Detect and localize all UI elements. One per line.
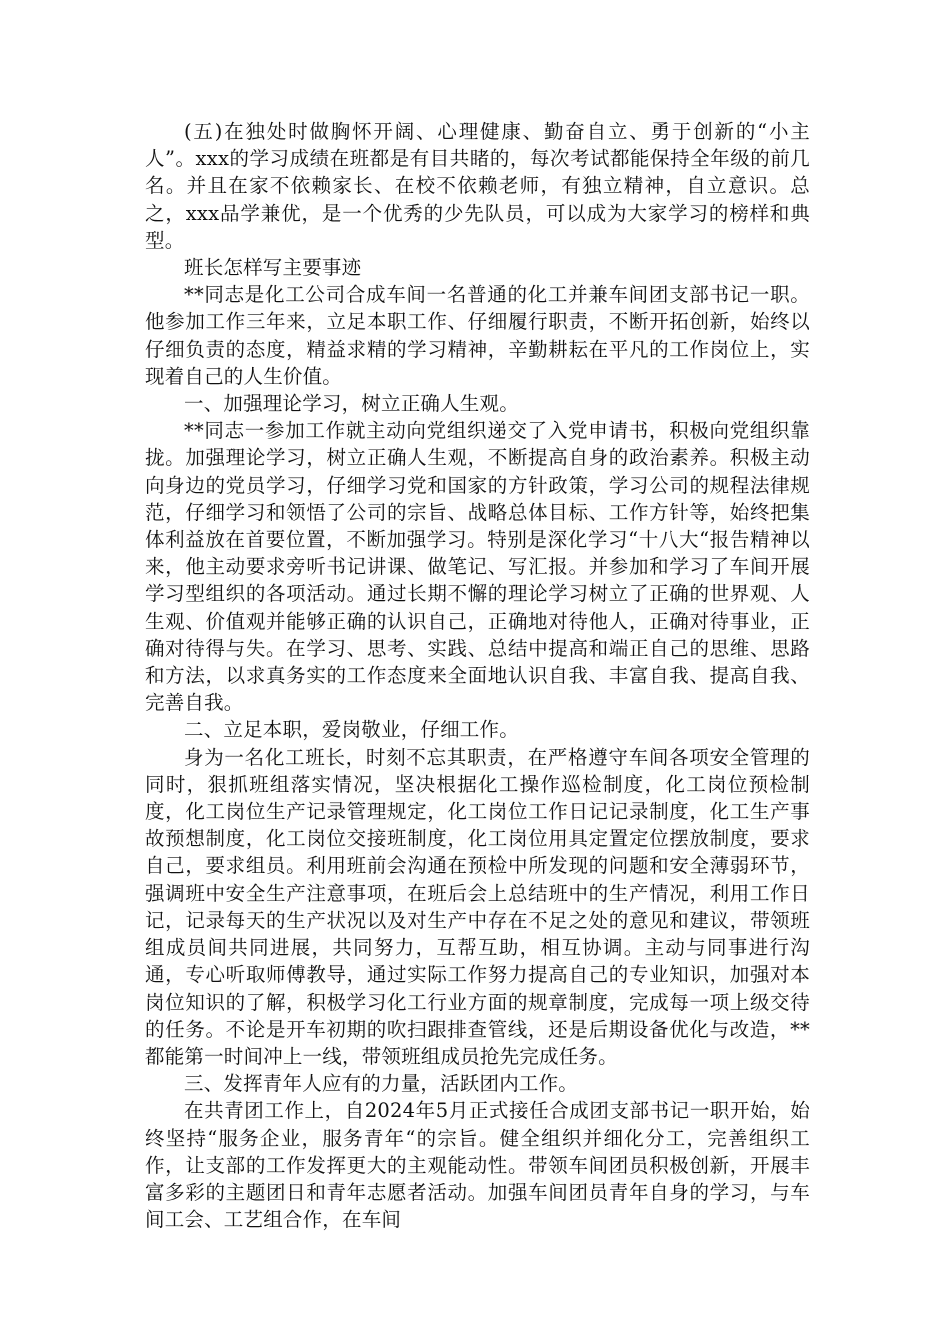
paragraph-youth-league-work: 在共青团工作上，自2024年5月正式接任合成团支部书记一职开始，始终坚持“服务企业，服务青年“的宗旨。健全组织并细化分工，完善组织工作，让支部的工作发挥更大的主观能动性。带领车间团员积极创新，开展丰富多彩的主题团日和青年志愿者活动。加强车间团员青年自身的学习，与车间工会、工艺组合作，在车间 (145, 1099, 810, 1232)
paragraph-role-model-summary: (五)在独处时做胸怀开阔、心理健康、勤奋自立、勇于创新的“小主人”。xxx的学习成绩在班都是有目共睹的，每次考试都能保持全年级的前几名。并且在家不依赖家长、在校不依赖老师，有独立精神，自立意识。总之，xxx品学兼优，是一个优秀的少先队员，可以成为大家学习的榜样和典型。 (145, 120, 810, 252)
document-page (145, 118, 810, 1233)
paragraph-theory-study: **同志一参加工作就主动向党组织递交了入党申请书，积极向党组织靠拢。加强理论学习，树立正确人生观，不断提高自身的政治素养。积极主动向身边的党员学习，仔细学习党和国家的方针政策，学习公司的规程法律规范，仔细学习和领悟了公司的宗旨、战略总体目标、工作方针等，始终把集体利益放在首要位置，不断加强学习。特别是深化学习“十八大“报告精神以来，他主动要求旁听书记讲课、做笔记、写汇报。并参加和学习了车间开展学习型组织的各项活动。通过长期不懈的理论学习树立了正确的世界观、人生观、价值观并能够正确的认识自己，正确地对待他人，正确对待事业，正确对待得与失。在学习、思考、实践、总结中提高和端正自己的思维、思路和方法，以求真务实的工作态度来全面地认识自我、丰富自我、提高自我、完善自我。 (145, 419, 810, 715)
heading-youth-league-work: 三、发挥青年人应有的力量，活跃团内工作。 (184, 1072, 579, 1096)
paragraph-introduction: **同志是化工公司合成车间一名普通的化工并兼车间团支部书记一职。他参加工作三年来，立足本职工作、仔细履行职责，不断开拓创新，始终以仔细负责的态度，精益求精的学习精神，辛勤耕耘在平凡的工作岗位上，实现着自己的人生价值。 (145, 283, 810, 388)
section-title-main-deeds: 班长怎样写主要事迹 (184, 256, 362, 280)
heading-job-dedication: 二、立足本职，爱岗敬业，仔细工作。 (184, 718, 519, 742)
paragraph-job-dedication: 身为一名化工班长，时刻不忘其职责，在严格遵守车间各项安全管理的同时，狠抓班组落实情况，坚决根据化工操作巡检制度，化工岗位预检制度，化工岗位生产记录管理规定，化工岗位工作日记记录制度，化工生产事故预想制度，化工岗位交接班制度，化工岗位用具定置定位摆放制度，要求自己，要求组员。利用班前会沟通在预检中所发现的问题和安全薄弱环节，强调班中安全生产注意事项，在班后会上总结班中的生产情况，利用工作日记，记录每天的生产状况以及对生产中存在不足之处的意见和建议，带领班组成员间共同进展，共同努力，互帮互助，相互协调。主动与同事进行沟通，专心听取师傅教导，通过实际工作努力提高自己的专业知识，加强对本岗位知识的了解，积极学习化工行业方面的规章制度，完成每一项上级交待的任务。不论是开车初期的吹扫跟排查管线，还是后期设备优化与改造，**都能第一时间冲上一线，带领班组成员抢先完成任务。 (145, 745, 810, 1068)
heading-theory-study: 一、加强理论学习，树立正确人生观。 (184, 392, 519, 416)
